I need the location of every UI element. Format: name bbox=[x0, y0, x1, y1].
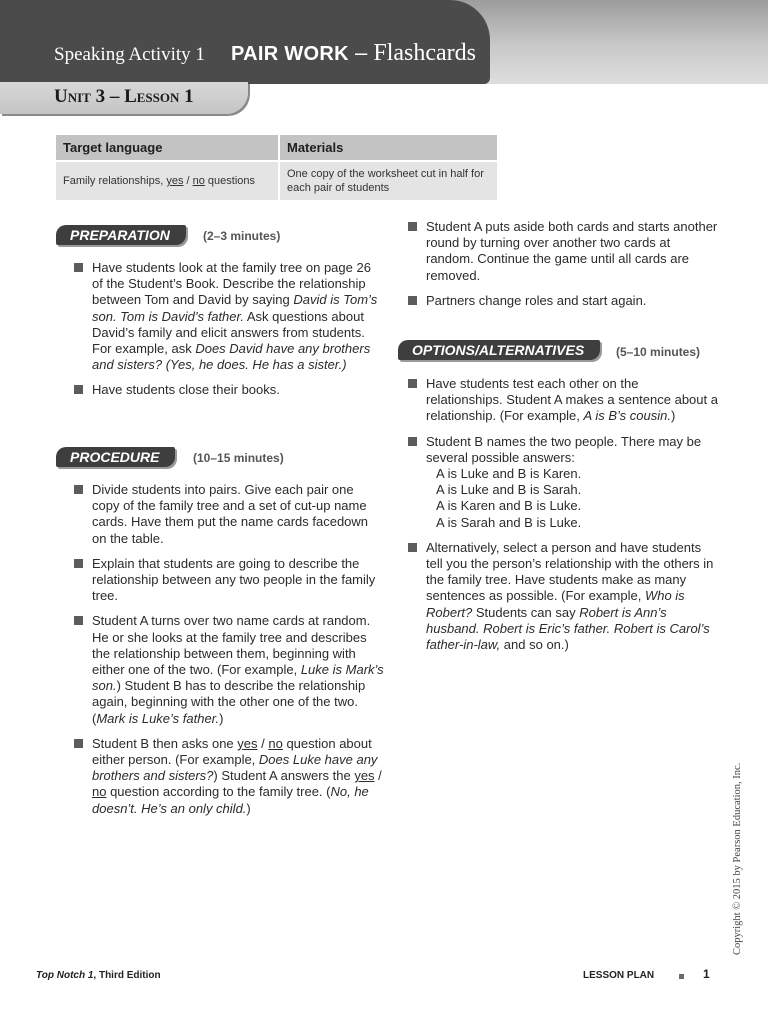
materials-header: Materials bbox=[279, 135, 498, 161]
no-word: no bbox=[192, 175, 205, 187]
flashcards-label: Flashcards bbox=[373, 40, 477, 66]
speaking-activity-label: Speaking Activity 1 bbox=[54, 44, 205, 65]
target-language-header: Target language bbox=[56, 135, 279, 161]
answer-line: A is Sarah and B is Luke. bbox=[436, 514, 582, 530]
yes-word: yes bbox=[166, 175, 184, 187]
target-materials-table bbox=[56, 135, 499, 200]
procedure-list-continued bbox=[406, 219, 718, 318]
list-item: Have students test each other on the relationships. Student A makes a sentence about a relationship. (For example, A is B’s cousin.) bbox=[406, 376, 718, 425]
bullet-square-icon bbox=[408, 437, 417, 446]
list-item: Divide students into pairs. Give each pair one copy of the family tree and a set of cut-up name cards. Have them put the name cards facedown on the table. bbox=[72, 482, 384, 547]
list-item: Student A puts aside both cards and starts another round by turning over another two cards at random. Continue the game until all cards are removed. bbox=[406, 219, 718, 284]
bullet-square-icon bbox=[408, 379, 417, 388]
procedure-heading: PROCEDURE bbox=[56, 447, 175, 467]
materials-cell: One copy of the worksheet cut in half for each pair of students bbox=[279, 161, 498, 200]
bullet-square-icon bbox=[74, 263, 83, 272]
book-title bbox=[36, 970, 161, 981]
bullet-square-icon bbox=[408, 543, 417, 552]
header-banner-dark bbox=[0, 0, 238, 84]
bullet-square-icon bbox=[74, 616, 83, 625]
bullet-square-icon bbox=[74, 559, 83, 568]
preparation-timing: (2–3 minutes) bbox=[203, 229, 281, 243]
title-dash: – bbox=[348, 40, 374, 65]
options-list bbox=[406, 376, 718, 662]
lesson-plan-label: LESSON PLAN bbox=[583, 970, 655, 981]
list-item: Student B then asks one yes / no question about either person. (For example, Does Luke have any brothers and sisters?) Student A answers the yes / no question according to the family tree. (No, he doesn’t. He’s an only child.) bbox=[72, 736, 384, 817]
footer-square-icon bbox=[679, 974, 684, 979]
target-language-cell bbox=[56, 161, 279, 200]
unit-lesson-title: Unit 3 – Lesson 1 bbox=[54, 86, 194, 107]
list-item: Student B names the two people. There may be several possible answers: A is Luke and B is Karen. A is Luke and B is Sarah. A is Karen and B is Luke. A is Sarah and B is Luke. bbox=[406, 434, 718, 531]
list-item: Partners change roles and start again. bbox=[406, 293, 718, 309]
book-name: Top Notch 1 bbox=[36, 970, 94, 981]
page-number: 1 bbox=[703, 967, 710, 981]
list-item: Have students look at the family tree on page 26 of the Student’s Book. Describe the relationship between Tom and David by saying David is Tom’s son. Tom is David’s father. Ask questions about David’s family and elicit answers from students. For example, ask Does David have any brothers and sisters? (Yes, he does. He has a sister.) bbox=[72, 260, 384, 373]
answer-line: A is Karen and B is Luke. bbox=[436, 498, 582, 514]
pair-work-label: PAIR WORK bbox=[231, 43, 349, 65]
bullet-square-icon bbox=[74, 739, 83, 748]
procedure-list bbox=[72, 482, 384, 826]
table-header-row bbox=[56, 135, 498, 161]
answer-line: A is Luke and B is Sarah. bbox=[436, 482, 582, 498]
bullet-square-icon bbox=[408, 296, 417, 305]
book-edition: , Third Edition bbox=[93, 970, 161, 981]
list-item: Explain that students are going to describe the relationship between any two people in the family tree. bbox=[72, 556, 384, 605]
bullet-square-icon bbox=[408, 222, 417, 231]
preparation-heading: PREPARATION bbox=[56, 225, 186, 245]
table-row bbox=[56, 161, 498, 200]
bullet-square-icon bbox=[74, 485, 83, 494]
answer-line: A is Luke and B is Karen. bbox=[436, 466, 582, 482]
procedure-timing: (10–15 minutes) bbox=[193, 451, 284, 465]
list-item: Have students close their books. bbox=[72, 382, 384, 398]
bullet-square-icon bbox=[74, 385, 83, 394]
target-text: Family relationships, bbox=[63, 175, 167, 187]
preparation-list bbox=[72, 260, 384, 408]
copyright-notice: Copyright © 2015 by Pearson Education, Inc. bbox=[732, 762, 743, 955]
target-text-end: questions bbox=[204, 175, 256, 187]
slash: / bbox=[183, 175, 193, 187]
list-item: Student A turns over two name cards at random. He or she looks at the family tree and describes the relationship between them, beginning with either one of the two. (For example, Luke is Mark’s son.) Student B has to describe the relationship again, beginning with the other one of the two. (Mark is Luke’s father.) bbox=[72, 613, 384, 726]
options-alternatives-heading: OPTIONS/ALTERNATIVES bbox=[398, 340, 600, 360]
options-timing: (5–10 minutes) bbox=[616, 345, 701, 359]
activity-title bbox=[231, 40, 476, 67]
list-item: Alternatively, select a person and have students tell you the person’s relationship with the others in the family tree. Have students make as many sentences as possible. (For example, Who is Robert? Students can say Robert is Ann’s husband. Robert is Eric’s father. Robert is Carol’s father-in-law, and so on.) bbox=[406, 540, 718, 653]
